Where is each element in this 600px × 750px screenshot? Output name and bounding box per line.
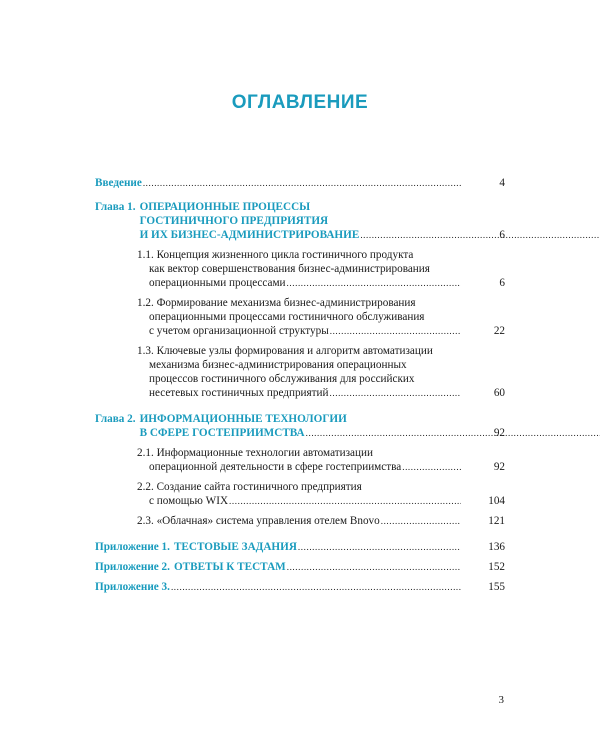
toc-entry-appendix-2[interactable] <box>95 560 505 574</box>
toc-page-number: 60 <box>493 387 505 399</box>
dot-leader <box>287 276 461 290</box>
page-title: ОГЛАВЛЕНИЕ <box>231 92 369 113</box>
section-title-line: 1.1. Концепция жизненного цикла гостиничного продукта <box>137 249 414 261</box>
toc-entry-chapter-1[interactable] <box>95 200 505 242</box>
toc-entry-appendix-3[interactable] <box>95 580 505 594</box>
toc-page-number: 4 <box>499 177 505 189</box>
appendix-prefix: Приложение 2. <box>95 561 170 573</box>
section-title-line: операционными процессами <box>149 277 286 289</box>
section-title-line: несетевых гостиничных предприятий <box>149 387 329 399</box>
dot-leader <box>330 324 461 338</box>
toc-entry-appendix-1[interactable] <box>95 540 505 554</box>
toc-entry-section-1-3[interactable] <box>95 344 505 400</box>
dot-leader <box>298 540 461 554</box>
appendix-title: ОТВЕТЫ К ТЕСТАМ <box>173 561 286 573</box>
toc-page-number: 92 <box>493 427 505 439</box>
toc-entry-section-2-2[interactable] <box>95 480 505 508</box>
dot-leader <box>171 580 461 594</box>
toc-entry-section-2-1[interactable] <box>95 446 505 474</box>
chapter-title-line: В СФЕРЕ ГОСТЕПРИИМСТВА <box>139 427 305 439</box>
section-title-line: 1.2. Формирование механизма бизнес-администрирования <box>137 297 416 309</box>
dot-leader <box>381 514 461 528</box>
table-of-contents <box>95 176 505 594</box>
section-title-line: операционной деятельности в сфере гостеприимства <box>149 461 402 473</box>
page-footer-number: 3 <box>498 694 504 706</box>
chapter-prefix: Глава 2. <box>95 413 136 425</box>
section-title-line: 2.3. «Облачная» система управления отелем Bnovo <box>137 515 380 527</box>
toc-page-number: 22 <box>493 325 505 337</box>
dot-leader <box>229 494 461 508</box>
chapter-title-line: И ИХ БИЗНЕС-АДМИНИСТРИРОВАНИЕ <box>139 229 360 241</box>
dot-leader <box>287 560 461 574</box>
dot-leader <box>306 426 600 440</box>
toc-page-number: 6 <box>499 277 505 289</box>
toc-entry-chapter-2[interactable] <box>95 412 505 440</box>
dot-leader <box>143 176 461 190</box>
section-title-line: операционными процессами гостиничного обслуживания <box>149 311 425 323</box>
section-title-line: 2.1. Информационные технологии автоматизации <box>137 447 373 459</box>
toc-page-number: 136 <box>488 541 505 553</box>
toc-entry-section-1-2[interactable] <box>95 296 505 338</box>
section-title-line: как вектор совершенствования бизнес-администрирования <box>149 263 430 275</box>
section-title-line: с помощью WIX <box>149 495 229 507</box>
section-title-line: 1.3. Ключевые узлы формирования и алгоритм автоматизации <box>137 345 433 357</box>
chapter-title-line: ГОСТИНИЧНОГО ПРЕДПРИЯТИЯ <box>139 215 329 227</box>
toc-entry-section-2-3[interactable] <box>95 514 505 528</box>
chapter-prefix: Глава 1. <box>95 201 136 213</box>
toc-entry-label: Введение <box>95 177 142 189</box>
section-title-line: 2.2. Создание сайта гостиничного предприятия <box>137 481 362 493</box>
chapter-title-line: ИНФОРМАЦИОННЫЕ ТЕХНОЛОГИИ <box>139 413 347 425</box>
toc-page-number: 152 <box>488 561 505 573</box>
chapter-title-line: ОПЕРАЦИОННЫЕ ПРОЦЕССЫ <box>139 201 311 213</box>
toc-page-number: 6 <box>499 229 505 241</box>
appendix-title: ТЕСТОВЫЕ ЗАДАНИЯ <box>173 541 297 553</box>
section-title-line: механизма бизнес-администрирования операционных <box>149 359 407 371</box>
appendix-prefix: Приложение 3. <box>95 581 170 593</box>
toc-entry-intro[interactable] <box>95 176 505 190</box>
dot-leader <box>402 460 461 474</box>
toc-page-number: 104 <box>488 495 505 507</box>
toc-page-number: 121 <box>488 515 505 527</box>
appendix-prefix: Приложение 1. <box>95 541 170 553</box>
toc-page-number: 155 <box>488 581 505 593</box>
section-title-line: с учетом организационной структуры <box>149 325 329 337</box>
toc-page-number: 92 <box>493 461 505 473</box>
dot-leader <box>330 386 461 400</box>
toc-entry-section-1-1[interactable] <box>95 248 505 290</box>
section-title-line: процессов гостиничного обслуживания для российских <box>149 373 415 385</box>
